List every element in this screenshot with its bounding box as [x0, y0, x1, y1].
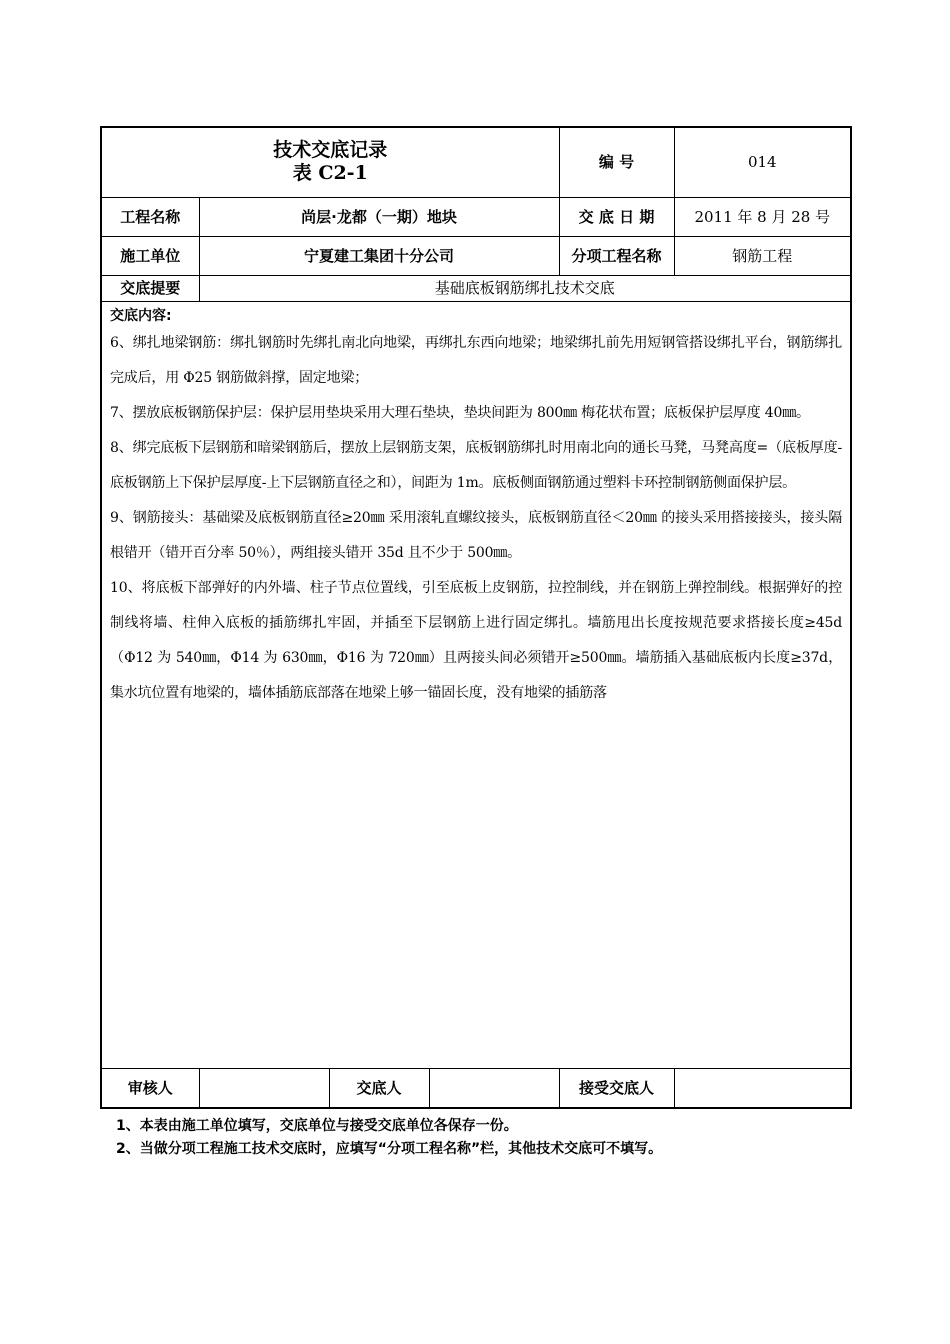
receiver-value: [674, 1068, 851, 1108]
construction-unit-value: 宁夏建工集团十分公司: [199, 236, 559, 275]
disclosure-date-label: 交 底 日 期: [559, 197, 674, 236]
form-notes: [100, 1115, 850, 1161]
number-label: 编 号: [559, 127, 674, 197]
reviewer-value: [199, 1068, 329, 1108]
project-name-value: 尚层·龙都（一期）地块: [199, 197, 559, 236]
tech-disclosure-form: [100, 126, 850, 1161]
discloser-value: [429, 1068, 559, 1108]
form-table: [100, 126, 852, 1109]
content-paragraph: 10、将底板下部弹好的内外墙、柱子节点位置线，引至底板上皮钢筋，拉控制线，并在钢筋上弹控制线。根据弹好的控制线将墙、柱伸入底板的插筋绑扎牢固，并插至下层钢筋上进行固定绑扎。墙筋甩出长度按规范要求搭接长度≥45d（Φ12 为 540㎜，Φ14 为 630㎜，Φ16 为 720㎜）且两接头间必须错开≥500㎜。墙筋插入基础底板内长度≥37d，集水坑位置有地梁的，墙体插筋底部落在地梁上够一锚固长度，没有地梁的插筋落: [110, 579, 843, 701]
content-paragraph: 6、绑扎地梁钢筋：绑扎钢筋时先绑扎南北向地梁，再绑扎东西向地梁；地梁绑扎前先用短钢管搭设绑扎平台，钢筋绑扎完成后，用 Φ25 钢筋做斜撑，固定地梁；: [110, 334, 843, 386]
disclosure-content: [101, 301, 851, 1068]
subproject-name-label: 分项工程名称: [559, 236, 674, 275]
summary-label: 交底提要: [101, 275, 199, 301]
disclosure-date-value: 2011 年 8 月 28 号: [674, 197, 851, 236]
form-title-main: 技术交底记录: [273, 139, 388, 162]
content-paragraph: 7、摆放底板钢筋保护层：保护层用垫块采用大理石垫块，垫块间距为 800㎜ 梅花状布置；底板保护层厚度 40㎜。: [110, 404, 810, 421]
form-title: [101, 127, 559, 197]
project-name-label: 工程名称: [101, 197, 199, 236]
number-value: 014: [674, 127, 851, 197]
note-item: 1、本表由施工单位填写，交底单位与接受交底单位各保存一份。: [116, 1118, 518, 1134]
content-paragraph: 9、钢筋接头：基础梁及底板钢筋直径≥20㎜ 采用滚轧直螺纹接头，底板钢筋直径＜20㎜ 的接头采用搭接接头，接头隔根错开（错开百分率 50％），两组接头错开 35d 且不少于 500㎜。: [110, 509, 843, 561]
content-paragraph: 8、绑完底板下层钢筋和暗梁钢筋后，摆放上层钢筋支架，底板钢筋绑扎时用南北向的通长马凳，马凳高度=（底板厚度-底板钢筋上下保护层厚度-上下层钢筋直径之和），间距为 1m。底板侧面钢筋通过塑料卡环控制钢筋侧面保护层。: [110, 439, 843, 491]
construction-unit-label: 施工单位: [101, 236, 199, 275]
subproject-name-value: 钢筋工程: [674, 236, 851, 275]
note-item: 2、当做分项工程施工技术交底时，应填写“分项工程名称”栏，其他技术交底可不填写。: [116, 1141, 663, 1157]
receiver-label: 接受交底人: [559, 1068, 674, 1108]
form-title-code: 表 C2-1: [292, 162, 368, 185]
summary-value: 基础底板钢筋绑扎技术交底: [199, 275, 851, 301]
reviewer-label: 审核人: [101, 1068, 199, 1108]
content-heading: 交底内容:: [110, 307, 172, 324]
discloser-label: 交底人: [329, 1068, 429, 1108]
